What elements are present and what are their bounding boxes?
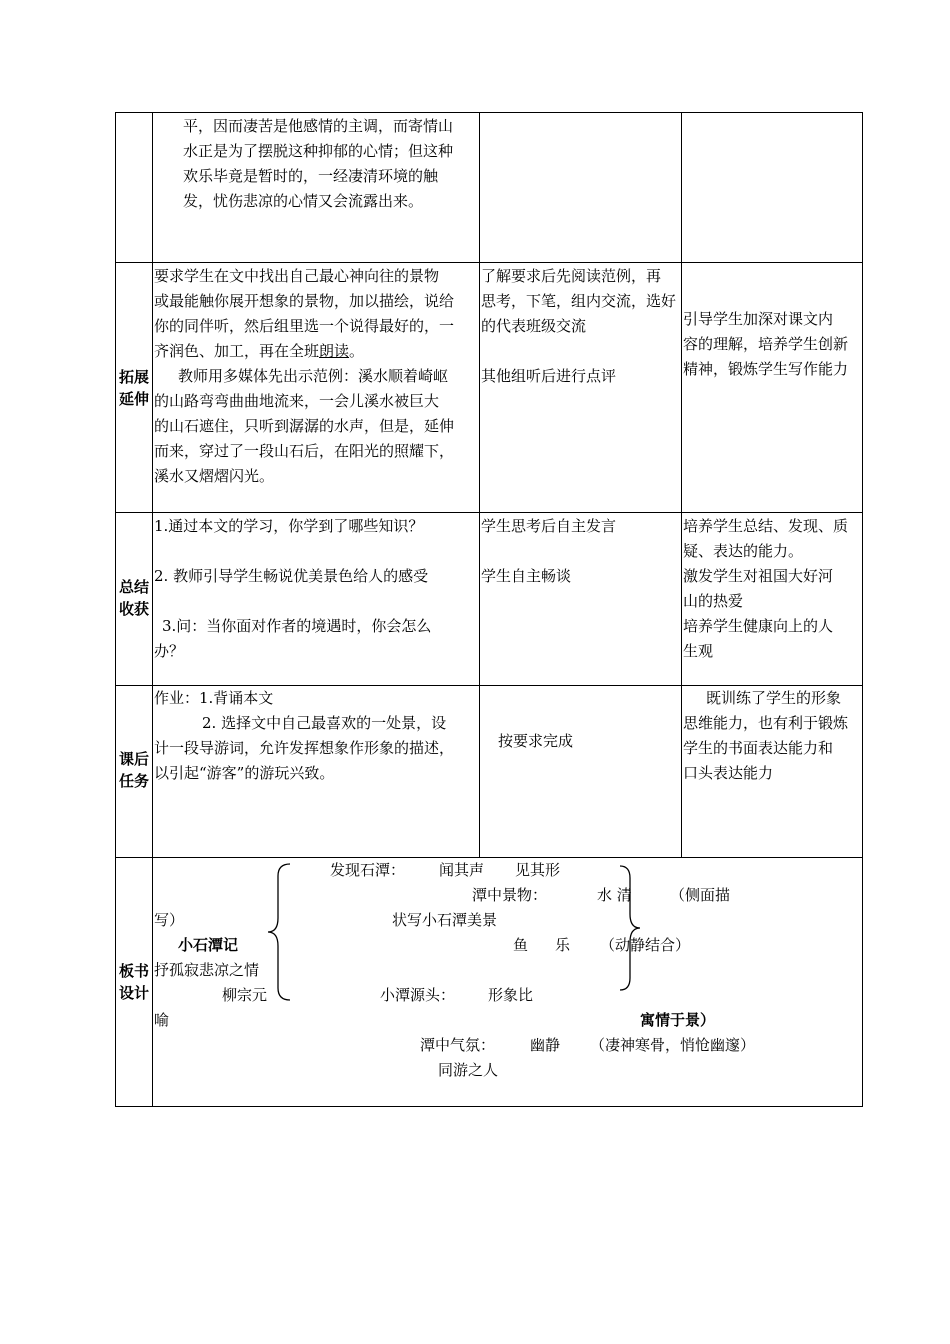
board-t8b: 寓情于景）: [640, 1011, 716, 1029]
zongjie-purpose-2: 疑、表达的能力。: [683, 542, 804, 560]
kehou-task-2: 2. 选择文中自己最喜欢的一处景，设: [202, 714, 447, 732]
underlined-word: 朗读: [319, 342, 350, 360]
board-t4: 状写小石潭美景: [392, 911, 498, 929]
tuozhan-purpose-1: 引导学生加深对课文内: [683, 310, 834, 328]
board-t9: 潭中气氛：: [420, 1036, 496, 1054]
cont-line-1: 平，因而凄苦是他感情的主调，而寄情山: [183, 117, 454, 135]
tuozhan-text-2: 或最能触你展开想象的景物，加以描绘，说给: [154, 292, 455, 310]
tuozhan-text-1: 要求学生在文中找出自己最心神向往的景物: [154, 267, 440, 285]
table-border-top: [115, 112, 863, 113]
left-brace: [268, 862, 308, 1002]
tuozhan-example-3: 的山石遮住，只听到潺潺的水声，但是，延伸: [154, 417, 455, 435]
zongjie-question-2: 2. 教师引导学生畅说优美景色给人的感受: [154, 567, 429, 585]
zongjie-question-3b: 办？: [154, 642, 185, 660]
zongjie-purpose-6: 生观: [683, 642, 714, 660]
kehou-purpose-1: 既训练了学生的形象: [706, 689, 842, 707]
kehou-purpose-4: 口头表达能力: [683, 764, 774, 782]
kehou-task-4: 以引起“游客”的游玩兴致。: [154, 764, 335, 782]
zongjie-purpose-1: 培养学生总结、发现、质: [683, 517, 849, 535]
cont-line-2: 水正是为了摆脱这种抑郁的心情；但这种: [183, 142, 454, 160]
tuozhan-example-5: 溪水又熠熠闪光。: [154, 467, 275, 485]
board-t7a: 形象比: [488, 986, 534, 1004]
kehou-purpose-2: 思维能力，也有利于锻炼: [683, 714, 849, 732]
board-author: 柳宗元: [222, 986, 268, 1004]
zongjie-purpose-5: 培养学生健康向上的人: [683, 617, 834, 635]
board-t6: 抒孤寂悲凉之情: [154, 961, 260, 979]
board-t5a: 鱼: [513, 936, 529, 954]
tuozhan-example-4: 而来，穿过了一段山石后，在阳光的照耀下，: [154, 442, 455, 460]
kehou-purpose-3: 学生的书面表达能力和: [683, 739, 834, 757]
tuozhan-purpose-2: 容的理解，培养学生创新: [683, 335, 849, 353]
board-t5c: （动静结合）: [600, 936, 691, 954]
column-divider-3: [681, 112, 682, 857]
board-t9b: （凄神寒骨，悄怆幽邃）: [590, 1036, 756, 1054]
board-t5b: 乐: [555, 936, 571, 954]
tuozhan-purpose-3: 精神，锻炼学生写作能力: [683, 360, 849, 378]
board-t7: 小潭源头：: [380, 986, 456, 1004]
row-label-zongjie: 总结 收获: [118, 578, 149, 618]
board-t1a: 闻其声: [439, 861, 485, 879]
zongjie-answer-1: 学生思考后自主发言: [481, 517, 617, 535]
row-label-banshu: 板书 设计: [118, 962, 149, 1002]
tuozhan-student-4: 其他组听后进行点评: [481, 367, 617, 385]
zongjie-question-3a: 3.问：当你面对作者的境遇时，你会怎么: [162, 617, 432, 635]
board-t2: 潭中景物：: [472, 886, 548, 904]
tuozhan-text-4: 齐润色、加工，再在全班朗读。: [154, 342, 365, 360]
cont-line-4: 发，忧伤悲凉的心情又会流露出来。: [183, 192, 424, 210]
row-divider-1: [115, 262, 863, 263]
row-divider-4: [115, 857, 863, 858]
tuozhan-student-1: 了解要求后先阅读范例，再: [481, 267, 662, 285]
board-t1: 发现石潭：: [330, 861, 406, 879]
row-label-tuozhan: 拓展 延伸: [118, 368, 149, 408]
zongjie-purpose-4: 山的热爱: [683, 592, 744, 610]
zongjie-purpose-3: 激发学生对祖国大好河: [683, 567, 834, 585]
board-title: 小石潭记: [178, 936, 239, 954]
tuozhan-student-2: 思考，下笔，组内交流，选好: [481, 292, 677, 310]
tuozhan-student-3: 的代表班级交流: [481, 317, 587, 335]
tuozhan-example-2: 的山路弯弯曲曲地流来，一会儿溪水被巨大: [154, 392, 440, 410]
kehou-student: 按要求完成: [498, 732, 574, 750]
kehou-task-3: 计一段导游词，允许发挥想象作形象的描述，: [154, 739, 455, 757]
board-t1b: 见其形: [515, 861, 561, 879]
kehou-task-1: 作业：1.背诵本文: [154, 689, 274, 707]
board-t9a: 幽静: [530, 1036, 561, 1054]
board-t2b: （侧面描: [670, 886, 731, 904]
zongjie-question-1: 1.通过本文的学习，你学到了哪些知识？: [154, 517, 424, 535]
tuozhan-example-1: 教师用多媒体先出示范例：溪水顺着崎岖: [178, 367, 449, 385]
board-t3: 写）: [154, 911, 185, 929]
table-border-bottom: [115, 1106, 863, 1107]
board-t8: 喻: [154, 1011, 170, 1029]
tuozhan-text-3: 你的同伴听，然后组里选一个说得最好的，一: [154, 317, 455, 335]
board-t10: 同游之人: [438, 1061, 499, 1079]
zongjie-answer-2: 学生自主畅谈: [481, 567, 572, 585]
cont-line-3: 欢乐毕竟是暂时的，一经凄清环境的触: [183, 167, 439, 185]
row-label-kehou: 课后 任务: [118, 750, 149, 790]
row-divider-2: [115, 512, 863, 513]
board-t2a: 水 清: [597, 886, 632, 904]
column-divider-2: [479, 112, 480, 857]
